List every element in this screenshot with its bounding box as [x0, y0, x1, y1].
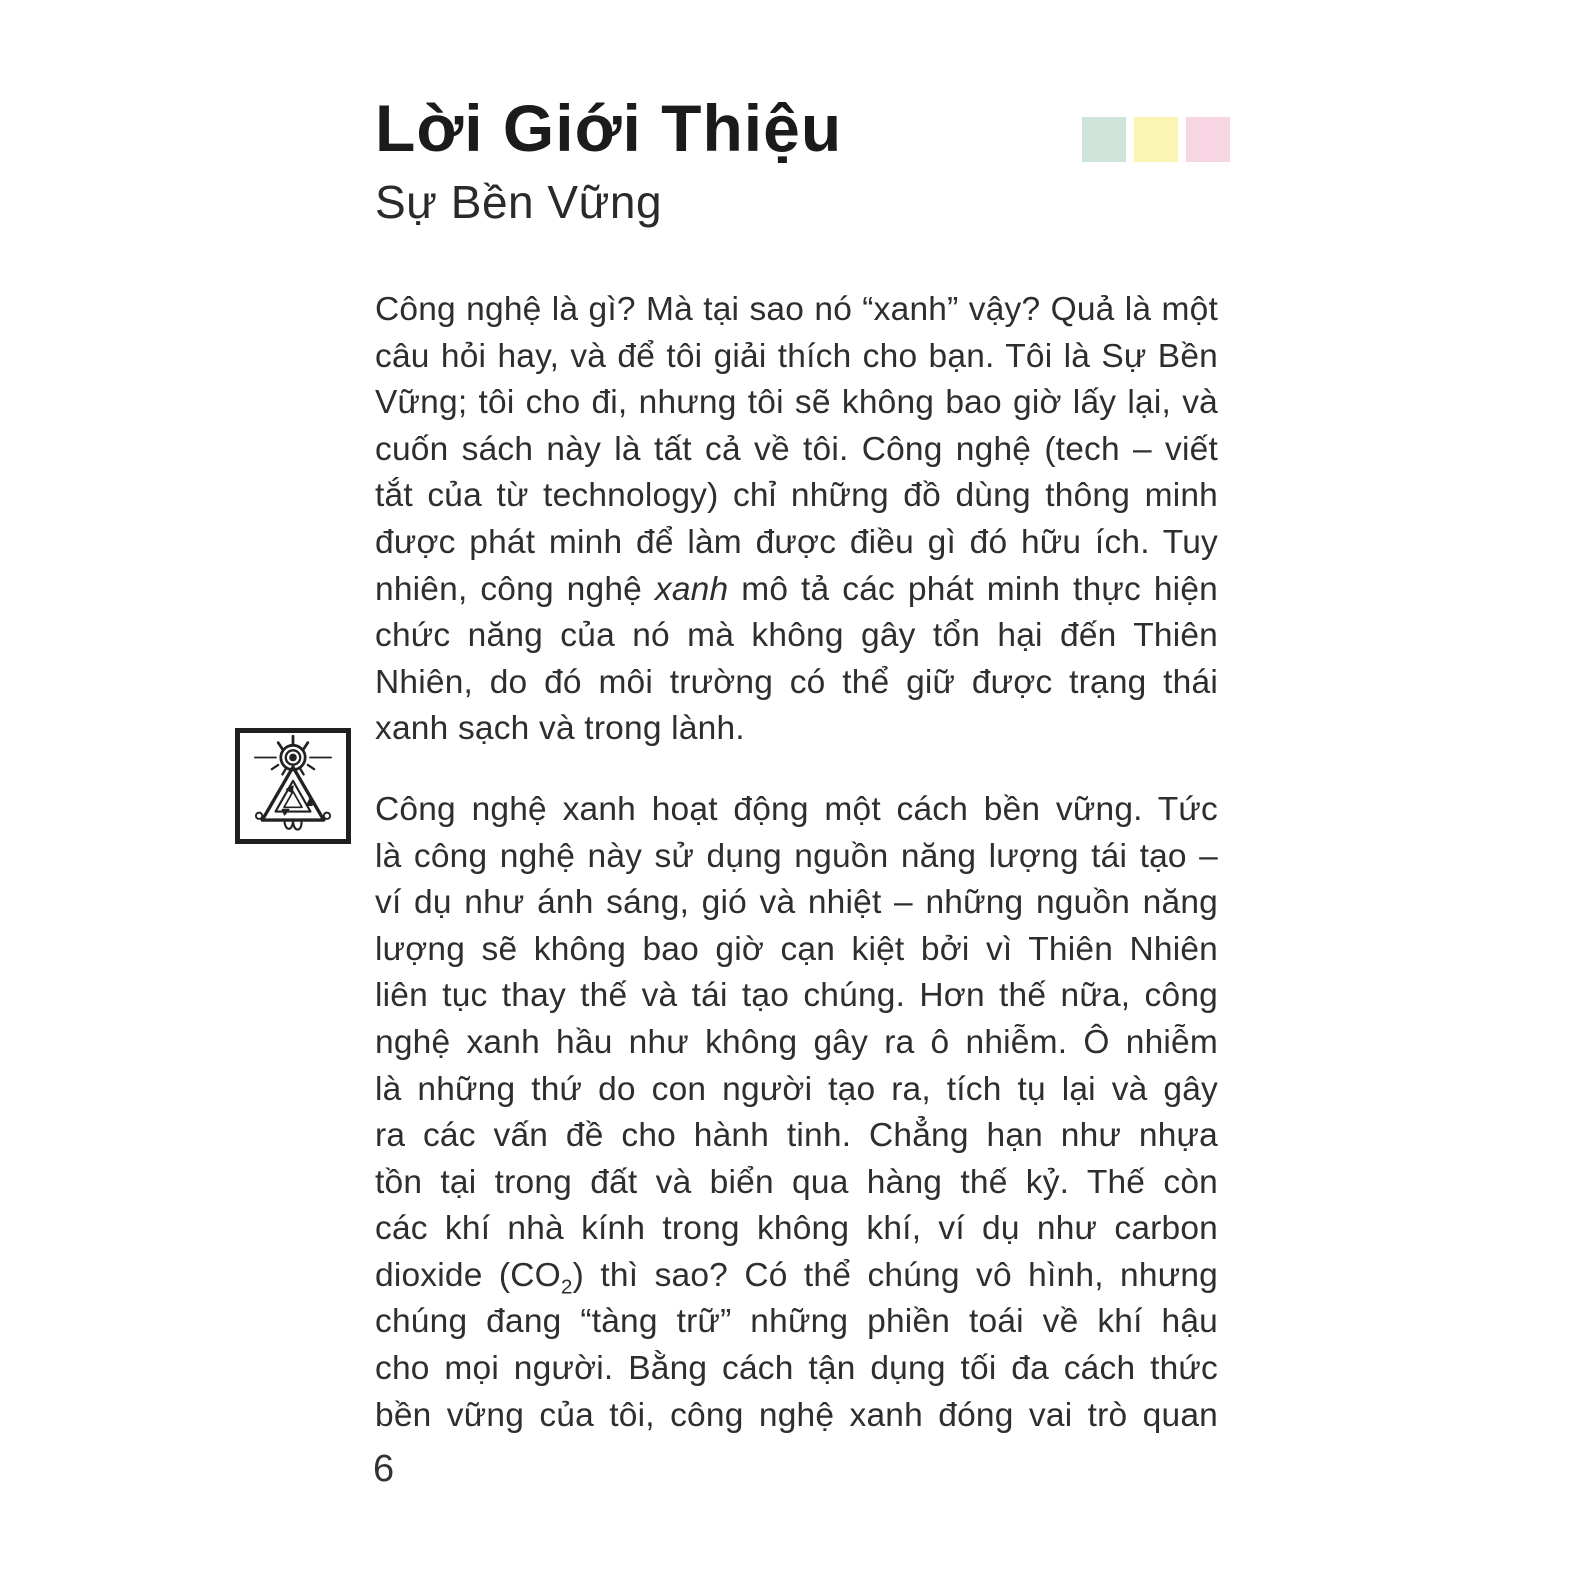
headline-block [375, 91, 843, 229]
text-line: tồn tại trong đất và biển qua hàng thế kỷ. Thế còn [375, 1163, 1218, 1201]
text-line: ra các vấn đề cho hành tinh. Chẳng hạn như nhựa [375, 1117, 1218, 1155]
text-line: bền vững của tôi, công nghệ xanh đóng vai trò quan [375, 1396, 1218, 1434]
text-line: cho mọi người. Bằng cách tận dụng tối đa cách thức [375, 1350, 1218, 1388]
text-line: chức năng của nó mà không gây tổn hại đến Thiên [375, 617, 1218, 655]
page-title: Lời Giới Thiệu [375, 91, 843, 165]
text-line: liên tục thay thế và tái tạo chúng. Hơn thế nữa, công [375, 977, 1218, 1015]
text-line: ví dụ như ánh sáng, gió và nhiệt – những nguồn năng [375, 884, 1218, 922]
text-line: câu hỏi hay, và để tôi giải thích cho bạn. Tôi là Sự Bền [375, 337, 1218, 375]
text-line: là những thứ do con người tạo ra, tích tụ lại và gây [375, 1070, 1218, 1108]
page-number: 6 [373, 1448, 395, 1490]
decor-square [1186, 117, 1230, 162]
page-subtitle: Sự Bền Vững [375, 176, 663, 229]
text-line: nhiên, công nghệ xanh mô tả các phát minh thực hiện [375, 570, 1218, 608]
sun-recycle-triangle-icon [240, 731, 346, 842]
text-line: Công nghệ xanh hoạt động một cách bền vững. Tức [375, 790, 1218, 828]
text-line: xanh sạch và trong lành. [375, 710, 745, 748]
text-line: nghệ xanh hầu như không gây ra ô nhiễm. Ô nhiễm [375, 1023, 1218, 1061]
text-line: Vững; tôi cho đi, nhưng tôi sẽ không bao giờ lấy lại, và [375, 384, 1218, 422]
text-line: lượng sẽ không bao giờ cạn kiệt bởi vì Thiên Nhiên [375, 930, 1218, 968]
text-line: được phát minh để làm được điều gì đó hữu ích. Tuy [375, 523, 1218, 561]
text-line: là công nghệ này sử dụng nguồn năng lượng tái tạo – [375, 837, 1218, 875]
text-line: Công nghệ là gì? Mà tại sao nó “xanh” vậy? Quả là một [375, 291, 1218, 328]
text-line: Nhiên, do đó môi trường có thể giữ được trạng thái [375, 663, 1218, 701]
text-line: tắt của từ technology) chỉ những đồ dùng thông minh [375, 477, 1218, 515]
decor-color-squares [1082, 117, 1230, 162]
sustainability-mascot-frame [235, 728, 351, 844]
text-line: các khí nhà kính trong không khí, ví dụ như carbon [375, 1210, 1218, 1248]
text-line: dioxide $(CO_2)$ thì sao? Có thể chúng vô hình, nhưng [375, 1256, 1218, 1299]
text-line: chúng đang “tàng trữ” những phiền toái về khí hậu [375, 1303, 1218, 1341]
paragraph [375, 787, 1218, 1439]
body-text [375, 287, 1218, 1439]
text-line: cuốn sách này là tất cả về tôi. Công nghệ (tech – viết [375, 430, 1218, 468]
decor-square [1134, 117, 1178, 162]
paragraph [375, 287, 1218, 753]
decor-square [1082, 117, 1126, 162]
